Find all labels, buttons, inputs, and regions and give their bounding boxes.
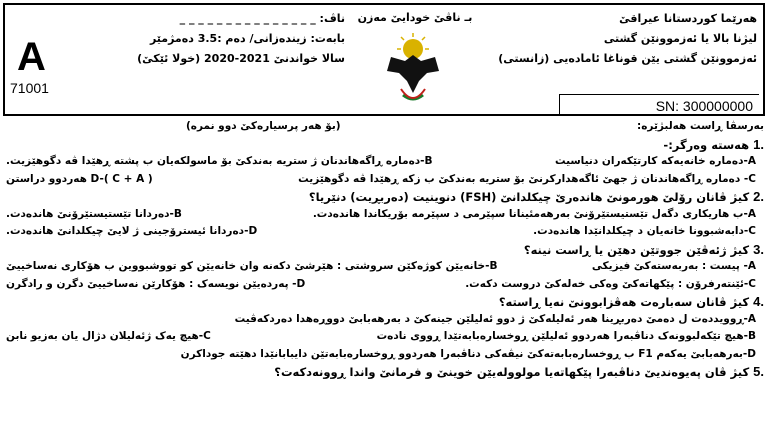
name-field-label: ناڤ: _ _ _ _ _ _ _ _ _ _ _ _ _ _ _: [179, 12, 345, 25]
answer-options-row: [6, 258, 764, 276]
answer-options-row: [6, 328, 764, 346]
exam-info: [105, 9, 345, 69]
answer-options-row: [6, 276, 764, 294]
question-5: [6, 363, 764, 381]
answer-option[interactable]: D-دەردانا ئیسترۆجینی ژ لایێ چیکلدانێ هاندەدت.: [6, 225, 258, 237]
question-3: [6, 241, 764, 259]
answer-option[interactable]: B-دەماره ڕاگەهاندنان ژ ستریە بەندکێ بۆ ماسولکەیان ب پشتە ڕهێدا ڤە دگوهێزیت.: [6, 155, 433, 167]
answer-option[interactable]: D-( C + A ) هەردوو دراستن: [6, 172, 153, 185]
answer-option[interactable]: B-دەردانا تێستیستێرۆنێ هاندەدت.: [6, 207, 182, 220]
question-text: کیژ ڤانان رۆلێ هورمونێ هاندەرێ چیکلدانێ (FSH) دنوینیت (دەربڕیت) دنێریا؟: [308, 190, 754, 204]
marks-note: (بۆ هەر پرسیارەکێ دوو نمرە): [186, 120, 341, 132]
answer-option[interactable]: B-خانەیێن کوژەکێن سروشتی : هێرشێ دکەنە وان خانەیێن کو تووشبووین ب هۆکاری نەساخییێ: [6, 260, 498, 272]
answer-option[interactable]: A-ب هاریکاری دگەل تێستیستێرۆنێ بەرهەمئینانا سپێرمی د سپێرمە بۆریکاندا هاندەدت.: [312, 207, 756, 220]
question-number: .1: [753, 136, 764, 152]
answer-options-row: [6, 223, 764, 241]
answer-option[interactable]: A-ڕوویددەت ل دەمێ دەربڕینا هەر ئەلیلەکێ ژ دوو ئەلیلێن جینەکێ د بەرهەبابێ دووڕەهدا دەردکەڤیت: [234, 312, 756, 325]
answer-options-row: [6, 171, 764, 189]
answer-option[interactable]: D-بەرهەبابێ یەکەم F1 ب ڕوخسارەبابەتەکێ نیڤەکی دناڤبەرا هەردوو ڕوخسارەبابەتێن دایبابانێدا دهێتە جوداکرن: [180, 347, 756, 360]
serial-number: SN: 300000000: [559, 94, 759, 116]
answer-option[interactable]: C-ئێنتەرفرۆن : پێکهاتەکێ وەکی خەلەکێ دروست دکەت.: [465, 277, 756, 290]
committee-name: لیژنا بالا یا ئەزموونێن گشتی: [603, 32, 757, 45]
academic-year: سالا خواندنێ 2021-2020 (خولا ئێکێ): [137, 52, 345, 65]
question-text: کیژ ڤان پەیوەندیێ دناڤبەرا پێکهاتەیا مولوولەیێن خوینێ و فرمانێ واندا ڕوونەدکەت؟: [274, 365, 754, 379]
answer-option[interactable]: C-هیچ یەک ژئەلیلان دژال یان بەزیو نابن: [6, 330, 211, 342]
instruction: بەرسڤا ڕاست هەلبژێرە:: [637, 120, 764, 132]
form-code-block: [5, 5, 97, 114]
answer-option[interactable]: A-دەماره خانەیەکە کارتێکەران دنیاسیت: [554, 155, 756, 167]
form-code: 71001: [10, 80, 49, 96]
question-1: [6, 136, 764, 154]
section-header: [6, 118, 764, 136]
answer-option[interactable]: D- پەردەیێن نویسەک : هۆکارێن نەساخییێ دگرن و رادگرن: [6, 277, 306, 290]
basmala: بـ ناڤێ خودایێ مەزن: [357, 11, 473, 24]
subject-duration: بابەت: زیندەزانی/ دەم :3.5 دەمژمێر: [149, 32, 345, 45]
answer-options-row: [6, 153, 764, 171]
answer-option[interactable]: A- پیست : بەربەستەکێ فیزیکی: [591, 260, 756, 272]
form-letter: A: [17, 35, 46, 79]
region-name: هەرێما كوردستانا عیراقێ: [619, 12, 757, 25]
exam-header: [3, 3, 765, 116]
answer-options-row: [6, 311, 764, 329]
answer-options-row: [6, 206, 764, 224]
answer-option[interactable]: C-دابەشبوونا خانەیان د چیکلدانێدا هاندەدت.: [533, 225, 756, 237]
answer-options-row: [6, 346, 764, 364]
question-number: .2: [753, 189, 764, 204]
question-text: کیژ ژئەڤێن جووتێن دهێن یا ڕاست نینە؟: [523, 242, 754, 257]
question-number: .4: [753, 294, 764, 309]
question-text: هەستە وەرگر:-: [663, 137, 754, 152]
question-2: [6, 188, 764, 206]
kurdistan-emblem-icon: [383, 31, 443, 111]
exam-type: ئەزموونێن گشتی یێن قوناغا ئامادەیی (زانستی): [498, 52, 757, 65]
question-text: کیژ ڤانان سەبارەت هەڤزابوونێ نەیا ڕاستە؟: [498, 295, 754, 309]
question-number: .3: [753, 241, 764, 257]
exam-body: [6, 118, 764, 381]
answer-option[interactable]: B-هیچ تێکەلبوونەک دناڤبەرا هەردوو ئەلیلێن ڕوخسارەبابەتێدا ڕووی نادەت: [376, 330, 756, 342]
answer-option[interactable]: C- دەماره ڕاگەهاندنان ژ جهێ ئاگەهدارکرنێ بۆ ستریە بەندکێ ب زکە ڕهێدا ڤە دگوهێزیت: [298, 172, 756, 185]
question-number: .5: [753, 364, 764, 379]
authority-info: [457, 9, 757, 69]
question-4: [6, 293, 764, 311]
